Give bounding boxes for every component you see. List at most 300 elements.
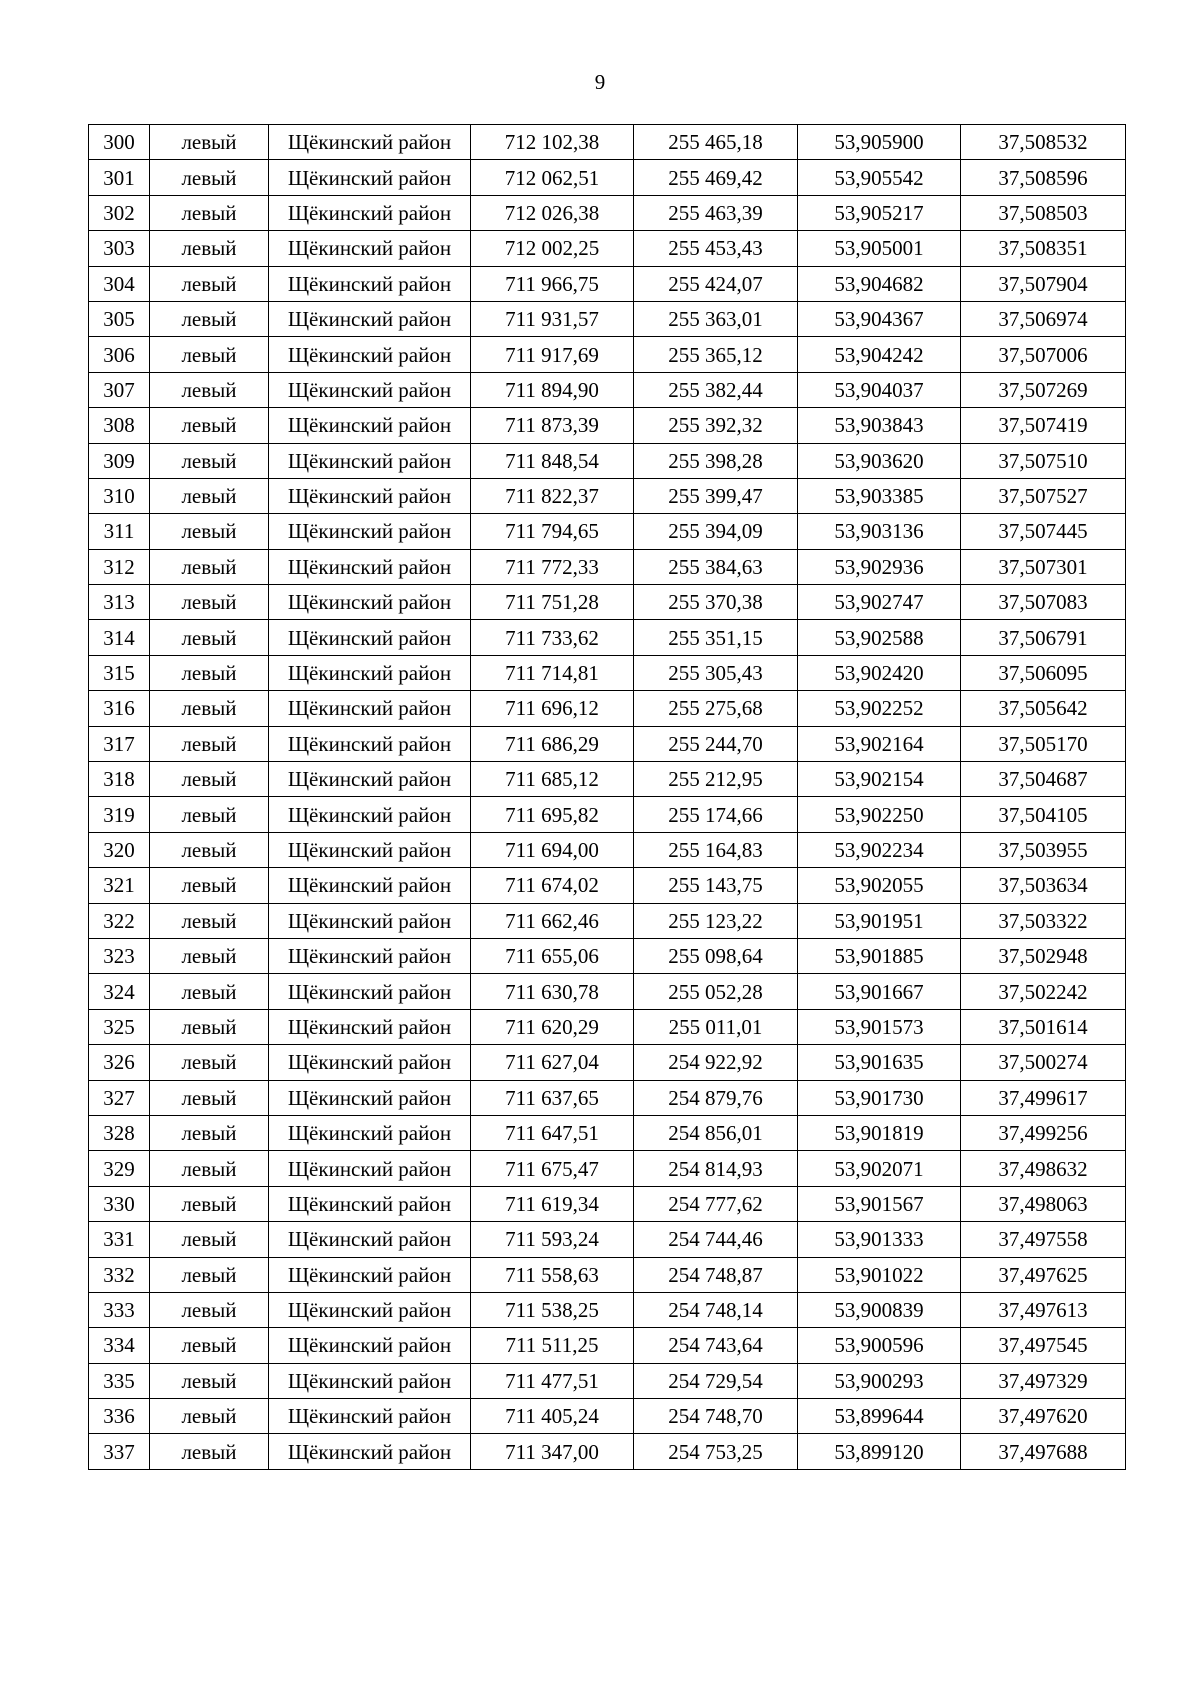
- table-row: [89, 1009, 1126, 1044]
- bank-side-cell: левый: [150, 1222, 269, 1257]
- y-coordinate-cell: 255 384,63: [634, 549, 798, 584]
- bank-side-cell: левый: [150, 549, 269, 584]
- latitude-cell: 53,902588: [798, 620, 961, 655]
- district-cell: Щёкинский район: [269, 797, 471, 832]
- table-row: [89, 868, 1126, 903]
- table-row: [89, 160, 1126, 195]
- latitude-cell: 53,903136: [798, 514, 961, 549]
- longitude-cell: 37,508532: [961, 125, 1126, 160]
- x-coordinate-cell: 711 655,06: [471, 938, 634, 973]
- latitude-cell: 53,902936: [798, 549, 961, 584]
- latitude-cell: 53,901567: [798, 1186, 961, 1221]
- y-coordinate-cell: 255 370,38: [634, 585, 798, 620]
- point-number-cell: 337: [89, 1434, 150, 1469]
- longitude-cell: 37,505642: [961, 691, 1126, 726]
- longitude-cell: 37,497625: [961, 1257, 1126, 1292]
- table-row: [89, 726, 1126, 761]
- table-row: [89, 797, 1126, 832]
- point-number-cell: 317: [89, 726, 150, 761]
- latitude-cell: 53,901333: [798, 1222, 961, 1257]
- x-coordinate-cell: 711 894,90: [471, 372, 634, 407]
- district-cell: Щёкинский район: [269, 443, 471, 478]
- point-number-cell: 335: [89, 1363, 150, 1398]
- y-coordinate-cell: 254 743,64: [634, 1328, 798, 1363]
- district-cell: Щёкинский район: [269, 514, 471, 549]
- longitude-cell: 37,499256: [961, 1115, 1126, 1150]
- district-cell: Щёкинский район: [269, 1009, 471, 1044]
- table-row: [89, 514, 1126, 549]
- bank-side-cell: левый: [150, 372, 269, 407]
- latitude-cell: 53,899644: [798, 1399, 961, 1434]
- table-row: [89, 762, 1126, 797]
- point-number-cell: 302: [89, 195, 150, 230]
- point-number-cell: 311: [89, 514, 150, 549]
- latitude-cell: 53,902234: [798, 832, 961, 867]
- x-coordinate-cell: 711 695,82: [471, 797, 634, 832]
- latitude-cell: 53,900293: [798, 1363, 961, 1398]
- longitude-cell: 37,506095: [961, 655, 1126, 690]
- point-number-cell: 314: [89, 620, 150, 655]
- x-coordinate-cell: 712 002,25: [471, 231, 634, 266]
- x-coordinate-cell: 711 966,75: [471, 266, 634, 301]
- y-coordinate-cell: 255 363,01: [634, 301, 798, 336]
- district-cell: Щёкинский район: [269, 620, 471, 655]
- y-coordinate-cell: 255 351,15: [634, 620, 798, 655]
- district-cell: Щёкинский район: [269, 1115, 471, 1150]
- longitude-cell: 37,503634: [961, 868, 1126, 903]
- point-number-cell: 315: [89, 655, 150, 690]
- point-number-cell: 327: [89, 1080, 150, 1115]
- x-coordinate-cell: 711 848,54: [471, 443, 634, 478]
- longitude-cell: 37,506791: [961, 620, 1126, 655]
- bank-side-cell: левый: [150, 974, 269, 1009]
- longitude-cell: 37,508503: [961, 195, 1126, 230]
- bank-side-cell: левый: [150, 1363, 269, 1398]
- longitude-cell: 37,497620: [961, 1399, 1126, 1434]
- bank-side-cell: левый: [150, 1399, 269, 1434]
- x-coordinate-cell: 711 696,12: [471, 691, 634, 726]
- table-row: [89, 1292, 1126, 1327]
- point-number-cell: 301: [89, 160, 150, 195]
- bank-side-cell: левый: [150, 408, 269, 443]
- longitude-cell: 37,503955: [961, 832, 1126, 867]
- bank-side-cell: левый: [150, 655, 269, 690]
- table-row: [89, 337, 1126, 372]
- latitude-cell: 53,901951: [798, 903, 961, 938]
- point-number-cell: 330: [89, 1186, 150, 1221]
- table-row: [89, 125, 1126, 160]
- district-cell: Щёкинский район: [269, 125, 471, 160]
- x-coordinate-cell: 711 558,63: [471, 1257, 634, 1292]
- latitude-cell: 53,903843: [798, 408, 961, 443]
- district-cell: Щёкинский район: [269, 266, 471, 301]
- longitude-cell: 37,504105: [961, 797, 1126, 832]
- table-row: [89, 974, 1126, 1009]
- longitude-cell: 37,507269: [961, 372, 1126, 407]
- bank-side-cell: левый: [150, 832, 269, 867]
- district-cell: Щёкинский район: [269, 1292, 471, 1327]
- table-row: [89, 408, 1126, 443]
- table-row: [89, 832, 1126, 867]
- point-number-cell: 306: [89, 337, 150, 372]
- y-coordinate-cell: 255 011,01: [634, 1009, 798, 1044]
- table-row: [89, 1399, 1126, 1434]
- bank-side-cell: левый: [150, 301, 269, 336]
- x-coordinate-cell: 711 627,04: [471, 1045, 634, 1080]
- district-cell: Щёкинский район: [269, 1222, 471, 1257]
- longitude-cell: 37,504687: [961, 762, 1126, 797]
- x-coordinate-cell: 711 822,37: [471, 478, 634, 513]
- district-cell: Щёкинский район: [269, 337, 471, 372]
- district-cell: Щёкинский район: [269, 585, 471, 620]
- y-coordinate-cell: 255 424,07: [634, 266, 798, 301]
- district-cell: Щёкинский район: [269, 1328, 471, 1363]
- longitude-cell: 37,503322: [961, 903, 1126, 938]
- point-number-cell: 319: [89, 797, 150, 832]
- latitude-cell: 53,902747: [798, 585, 961, 620]
- longitude-cell: 37,507301: [961, 549, 1126, 584]
- x-coordinate-cell: 711 772,33: [471, 549, 634, 584]
- x-coordinate-cell: 711 593,24: [471, 1222, 634, 1257]
- y-coordinate-cell: 255 174,66: [634, 797, 798, 832]
- district-cell: Щёкинский район: [269, 762, 471, 797]
- x-coordinate-cell: 711 630,78: [471, 974, 634, 1009]
- bank-side-cell: левый: [150, 443, 269, 478]
- x-coordinate-cell: 711 647,51: [471, 1115, 634, 1150]
- table-body: [89, 125, 1126, 1470]
- latitude-cell: 53,904682: [798, 266, 961, 301]
- point-number-cell: 312: [89, 549, 150, 584]
- table-row: [89, 938, 1126, 973]
- bank-side-cell: левый: [150, 1080, 269, 1115]
- district-cell: Щёкинский район: [269, 195, 471, 230]
- longitude-cell: 37,502242: [961, 974, 1126, 1009]
- district-cell: Щёкинский район: [269, 938, 471, 973]
- point-number-cell: 336: [89, 1399, 150, 1434]
- point-number-cell: 316: [89, 691, 150, 726]
- latitude-cell: 53,900839: [798, 1292, 961, 1327]
- latitude-cell: 53,904367: [798, 301, 961, 336]
- latitude-cell: 53,901819: [798, 1115, 961, 1150]
- bank-side-cell: левый: [150, 691, 269, 726]
- x-coordinate-cell: 711 662,46: [471, 903, 634, 938]
- y-coordinate-cell: 254 748,14: [634, 1292, 798, 1327]
- district-cell: Щёкинский район: [269, 231, 471, 266]
- y-coordinate-cell: 255 098,64: [634, 938, 798, 973]
- point-number-cell: 332: [89, 1257, 150, 1292]
- y-coordinate-cell: 254 748,87: [634, 1257, 798, 1292]
- latitude-cell: 53,902071: [798, 1151, 961, 1186]
- longitude-cell: 37,500274: [961, 1045, 1126, 1080]
- district-cell: Щёкинский район: [269, 691, 471, 726]
- point-number-cell: 310: [89, 478, 150, 513]
- latitude-cell: 53,902252: [798, 691, 961, 726]
- latitude-cell: 53,901022: [798, 1257, 961, 1292]
- x-coordinate-cell: 711 619,34: [471, 1186, 634, 1221]
- point-number-cell: 321: [89, 868, 150, 903]
- table-row: [89, 549, 1126, 584]
- point-number-cell: 307: [89, 372, 150, 407]
- x-coordinate-cell: 711 931,57: [471, 301, 634, 336]
- longitude-cell: 37,507419: [961, 408, 1126, 443]
- table-row: [89, 1151, 1126, 1186]
- bank-side-cell: левый: [150, 903, 269, 938]
- point-number-cell: 334: [89, 1328, 150, 1363]
- bank-side-cell: левый: [150, 1151, 269, 1186]
- longitude-cell: 37,506974: [961, 301, 1126, 336]
- table-row: [89, 1045, 1126, 1080]
- longitude-cell: 37,497545: [961, 1328, 1126, 1363]
- y-coordinate-cell: 255 463,39: [634, 195, 798, 230]
- longitude-cell: 37,497688: [961, 1434, 1126, 1469]
- page-number: 9: [594, 70, 606, 94]
- y-coordinate-cell: 255 469,42: [634, 160, 798, 195]
- district-cell: Щёкинский район: [269, 1186, 471, 1221]
- bank-side-cell: левый: [150, 726, 269, 761]
- longitude-cell: 37,507083: [961, 585, 1126, 620]
- longitude-cell: 37,508596: [961, 160, 1126, 195]
- latitude-cell: 53,903620: [798, 443, 961, 478]
- y-coordinate-cell: 254 879,76: [634, 1080, 798, 1115]
- x-coordinate-cell: 711 733,62: [471, 620, 634, 655]
- latitude-cell: 53,905217: [798, 195, 961, 230]
- bank-side-cell: левый: [150, 514, 269, 549]
- longitude-cell: 37,498632: [961, 1151, 1126, 1186]
- table-row: [89, 691, 1126, 726]
- district-cell: Щёкинский район: [269, 408, 471, 443]
- coordinates-table: [88, 124, 1126, 1470]
- bank-side-cell: левый: [150, 1257, 269, 1292]
- y-coordinate-cell: 254 753,25: [634, 1434, 798, 1469]
- table-row: [89, 1115, 1126, 1150]
- point-number-cell: 305: [89, 301, 150, 336]
- latitude-cell: 53,902154: [798, 762, 961, 797]
- latitude-cell: 53,904037: [798, 372, 961, 407]
- latitude-cell: 53,902420: [798, 655, 961, 690]
- x-coordinate-cell: 711 751,28: [471, 585, 634, 620]
- district-cell: Щёкинский район: [269, 1080, 471, 1115]
- longitude-cell: 37,507904: [961, 266, 1126, 301]
- longitude-cell: 37,507006: [961, 337, 1126, 372]
- bank-side-cell: левый: [150, 195, 269, 230]
- table-row: [89, 443, 1126, 478]
- longitude-cell: 37,498063: [961, 1186, 1126, 1221]
- point-number-cell: 309: [89, 443, 150, 478]
- y-coordinate-cell: 255 275,68: [634, 691, 798, 726]
- bank-side-cell: левый: [150, 478, 269, 513]
- x-coordinate-cell: 711 675,47: [471, 1151, 634, 1186]
- longitude-cell: 37,497613: [961, 1292, 1126, 1327]
- bank-side-cell: левый: [150, 1328, 269, 1363]
- table-row: [89, 903, 1126, 938]
- y-coordinate-cell: 254 814,93: [634, 1151, 798, 1186]
- table-row: [89, 195, 1126, 230]
- x-coordinate-cell: 711 347,00: [471, 1434, 634, 1469]
- bank-side-cell: левый: [150, 1434, 269, 1469]
- latitude-cell: 53,901885: [798, 938, 961, 973]
- x-coordinate-cell: 711 794,65: [471, 514, 634, 549]
- table-row: [89, 1257, 1126, 1292]
- y-coordinate-cell: 254 729,54: [634, 1363, 798, 1398]
- district-cell: Щёкинский район: [269, 1151, 471, 1186]
- y-coordinate-cell: 254 744,46: [634, 1222, 798, 1257]
- district-cell: Щёкинский район: [269, 1399, 471, 1434]
- x-coordinate-cell: 711 694,00: [471, 832, 634, 867]
- table-row: [89, 231, 1126, 266]
- longitude-cell: 37,501614: [961, 1009, 1126, 1044]
- bank-side-cell: левый: [150, 1115, 269, 1150]
- district-cell: Щёкинский район: [269, 160, 471, 195]
- table-row: [89, 655, 1126, 690]
- x-coordinate-cell: 712 062,51: [471, 160, 634, 195]
- y-coordinate-cell: 255 399,47: [634, 478, 798, 513]
- district-cell: Щёкинский район: [269, 1257, 471, 1292]
- y-coordinate-cell: 255 164,83: [634, 832, 798, 867]
- y-coordinate-cell: 255 398,28: [634, 443, 798, 478]
- x-coordinate-cell: 711 405,24: [471, 1399, 634, 1434]
- district-cell: Щёкинский район: [269, 974, 471, 1009]
- longitude-cell: 37,507445: [961, 514, 1126, 549]
- x-coordinate-cell: 711 620,29: [471, 1009, 634, 1044]
- y-coordinate-cell: 255 382,44: [634, 372, 798, 407]
- longitude-cell: 37,497558: [961, 1222, 1126, 1257]
- point-number-cell: 303: [89, 231, 150, 266]
- y-coordinate-cell: 255 052,28: [634, 974, 798, 1009]
- y-coordinate-cell: 255 365,12: [634, 337, 798, 372]
- bank-side-cell: левый: [150, 337, 269, 372]
- district-cell: Щёкинский район: [269, 372, 471, 407]
- y-coordinate-cell: 254 777,62: [634, 1186, 798, 1221]
- x-coordinate-cell: 711 477,51: [471, 1363, 634, 1398]
- bank-side-cell: левый: [150, 125, 269, 160]
- bank-side-cell: левый: [150, 1045, 269, 1080]
- latitude-cell: 53,903385: [798, 478, 961, 513]
- longitude-cell: 37,507527: [961, 478, 1126, 513]
- latitude-cell: 53,904242: [798, 337, 961, 372]
- point-number-cell: 329: [89, 1151, 150, 1186]
- latitude-cell: 53,905001: [798, 231, 961, 266]
- point-number-cell: 324: [89, 974, 150, 1009]
- longitude-cell: 37,502948: [961, 938, 1126, 973]
- x-coordinate-cell: 712 102,38: [471, 125, 634, 160]
- y-coordinate-cell: 254 748,70: [634, 1399, 798, 1434]
- y-coordinate-cell: 255 123,22: [634, 903, 798, 938]
- longitude-cell: 37,497329: [961, 1363, 1126, 1398]
- longitude-cell: 37,505170: [961, 726, 1126, 761]
- bank-side-cell: левый: [150, 938, 269, 973]
- district-cell: Щёкинский район: [269, 478, 471, 513]
- table-row: [89, 478, 1126, 513]
- table-row: [89, 266, 1126, 301]
- bank-side-cell: левый: [150, 231, 269, 266]
- table-row: [89, 372, 1126, 407]
- district-cell: Щёкинский район: [269, 1363, 471, 1398]
- point-number-cell: 308: [89, 408, 150, 443]
- latitude-cell: 53,901667: [798, 974, 961, 1009]
- x-coordinate-cell: 711 714,81: [471, 655, 634, 690]
- latitude-cell: 53,902055: [798, 868, 961, 903]
- district-cell: Щёкинский район: [269, 655, 471, 690]
- y-coordinate-cell: 255 305,43: [634, 655, 798, 690]
- district-cell: Щёкинский район: [269, 832, 471, 867]
- point-number-cell: 318: [89, 762, 150, 797]
- table-row: [89, 1434, 1126, 1469]
- point-number-cell: 320: [89, 832, 150, 867]
- x-coordinate-cell: 711 511,25: [471, 1328, 634, 1363]
- bank-side-cell: левый: [150, 266, 269, 301]
- bank-side-cell: левый: [150, 868, 269, 903]
- latitude-cell: 53,902164: [798, 726, 961, 761]
- point-number-cell: 313: [89, 585, 150, 620]
- y-coordinate-cell: 255 465,18: [634, 125, 798, 160]
- latitude-cell: 53,905900: [798, 125, 961, 160]
- table-row: [89, 620, 1126, 655]
- district-cell: Щёкинский район: [269, 301, 471, 336]
- bank-side-cell: левый: [150, 620, 269, 655]
- y-coordinate-cell: 255 244,70: [634, 726, 798, 761]
- latitude-cell: 53,900596: [798, 1328, 961, 1363]
- point-number-cell: 328: [89, 1115, 150, 1150]
- x-coordinate-cell: 712 026,38: [471, 195, 634, 230]
- bank-side-cell: левый: [150, 762, 269, 797]
- bank-side-cell: левый: [150, 797, 269, 832]
- point-number-cell: 322: [89, 903, 150, 938]
- x-coordinate-cell: 711 873,39: [471, 408, 634, 443]
- longitude-cell: 37,507510: [961, 443, 1126, 478]
- table-row: [89, 585, 1126, 620]
- district-cell: Щёкинский район: [269, 1434, 471, 1469]
- bank-side-cell: левый: [150, 1186, 269, 1221]
- table-row: [89, 1222, 1126, 1257]
- point-number-cell: 304: [89, 266, 150, 301]
- x-coordinate-cell: 711 674,02: [471, 868, 634, 903]
- district-cell: Щёкинский район: [269, 903, 471, 938]
- point-number-cell: 333: [89, 1292, 150, 1327]
- bank-side-cell: левый: [150, 1292, 269, 1327]
- longitude-cell: 37,499617: [961, 1080, 1126, 1115]
- table-row: [89, 1080, 1126, 1115]
- y-coordinate-cell: 255 392,32: [634, 408, 798, 443]
- y-coordinate-cell: 255 453,43: [634, 231, 798, 266]
- point-number-cell: 323: [89, 938, 150, 973]
- latitude-cell: 53,901573: [798, 1009, 961, 1044]
- x-coordinate-cell: 711 917,69: [471, 337, 634, 372]
- y-coordinate-cell: 255 212,95: [634, 762, 798, 797]
- table-row: [89, 1363, 1126, 1398]
- district-cell: Щёкинский район: [269, 726, 471, 761]
- bank-side-cell: левый: [150, 585, 269, 620]
- point-number-cell: 300: [89, 125, 150, 160]
- table-row: [89, 301, 1126, 336]
- x-coordinate-cell: 711 685,12: [471, 762, 634, 797]
- latitude-cell: 53,902250: [798, 797, 961, 832]
- point-number-cell: 331: [89, 1222, 150, 1257]
- latitude-cell: 53,899120: [798, 1434, 961, 1469]
- y-coordinate-cell: 255 143,75: [634, 868, 798, 903]
- x-coordinate-cell: 711 538,25: [471, 1292, 634, 1327]
- table-row: [89, 1186, 1126, 1221]
- district-cell: Щёкинский район: [269, 1045, 471, 1080]
- point-number-cell: 326: [89, 1045, 150, 1080]
- district-cell: Щёкинский район: [269, 868, 471, 903]
- y-coordinate-cell: 254 856,01: [634, 1115, 798, 1150]
- bank-side-cell: левый: [150, 160, 269, 195]
- longitude-cell: 37,508351: [961, 231, 1126, 266]
- x-coordinate-cell: 711 637,65: [471, 1080, 634, 1115]
- latitude-cell: 53,905542: [798, 160, 961, 195]
- table-row: [89, 1328, 1126, 1363]
- x-coordinate-cell: 711 686,29: [471, 726, 634, 761]
